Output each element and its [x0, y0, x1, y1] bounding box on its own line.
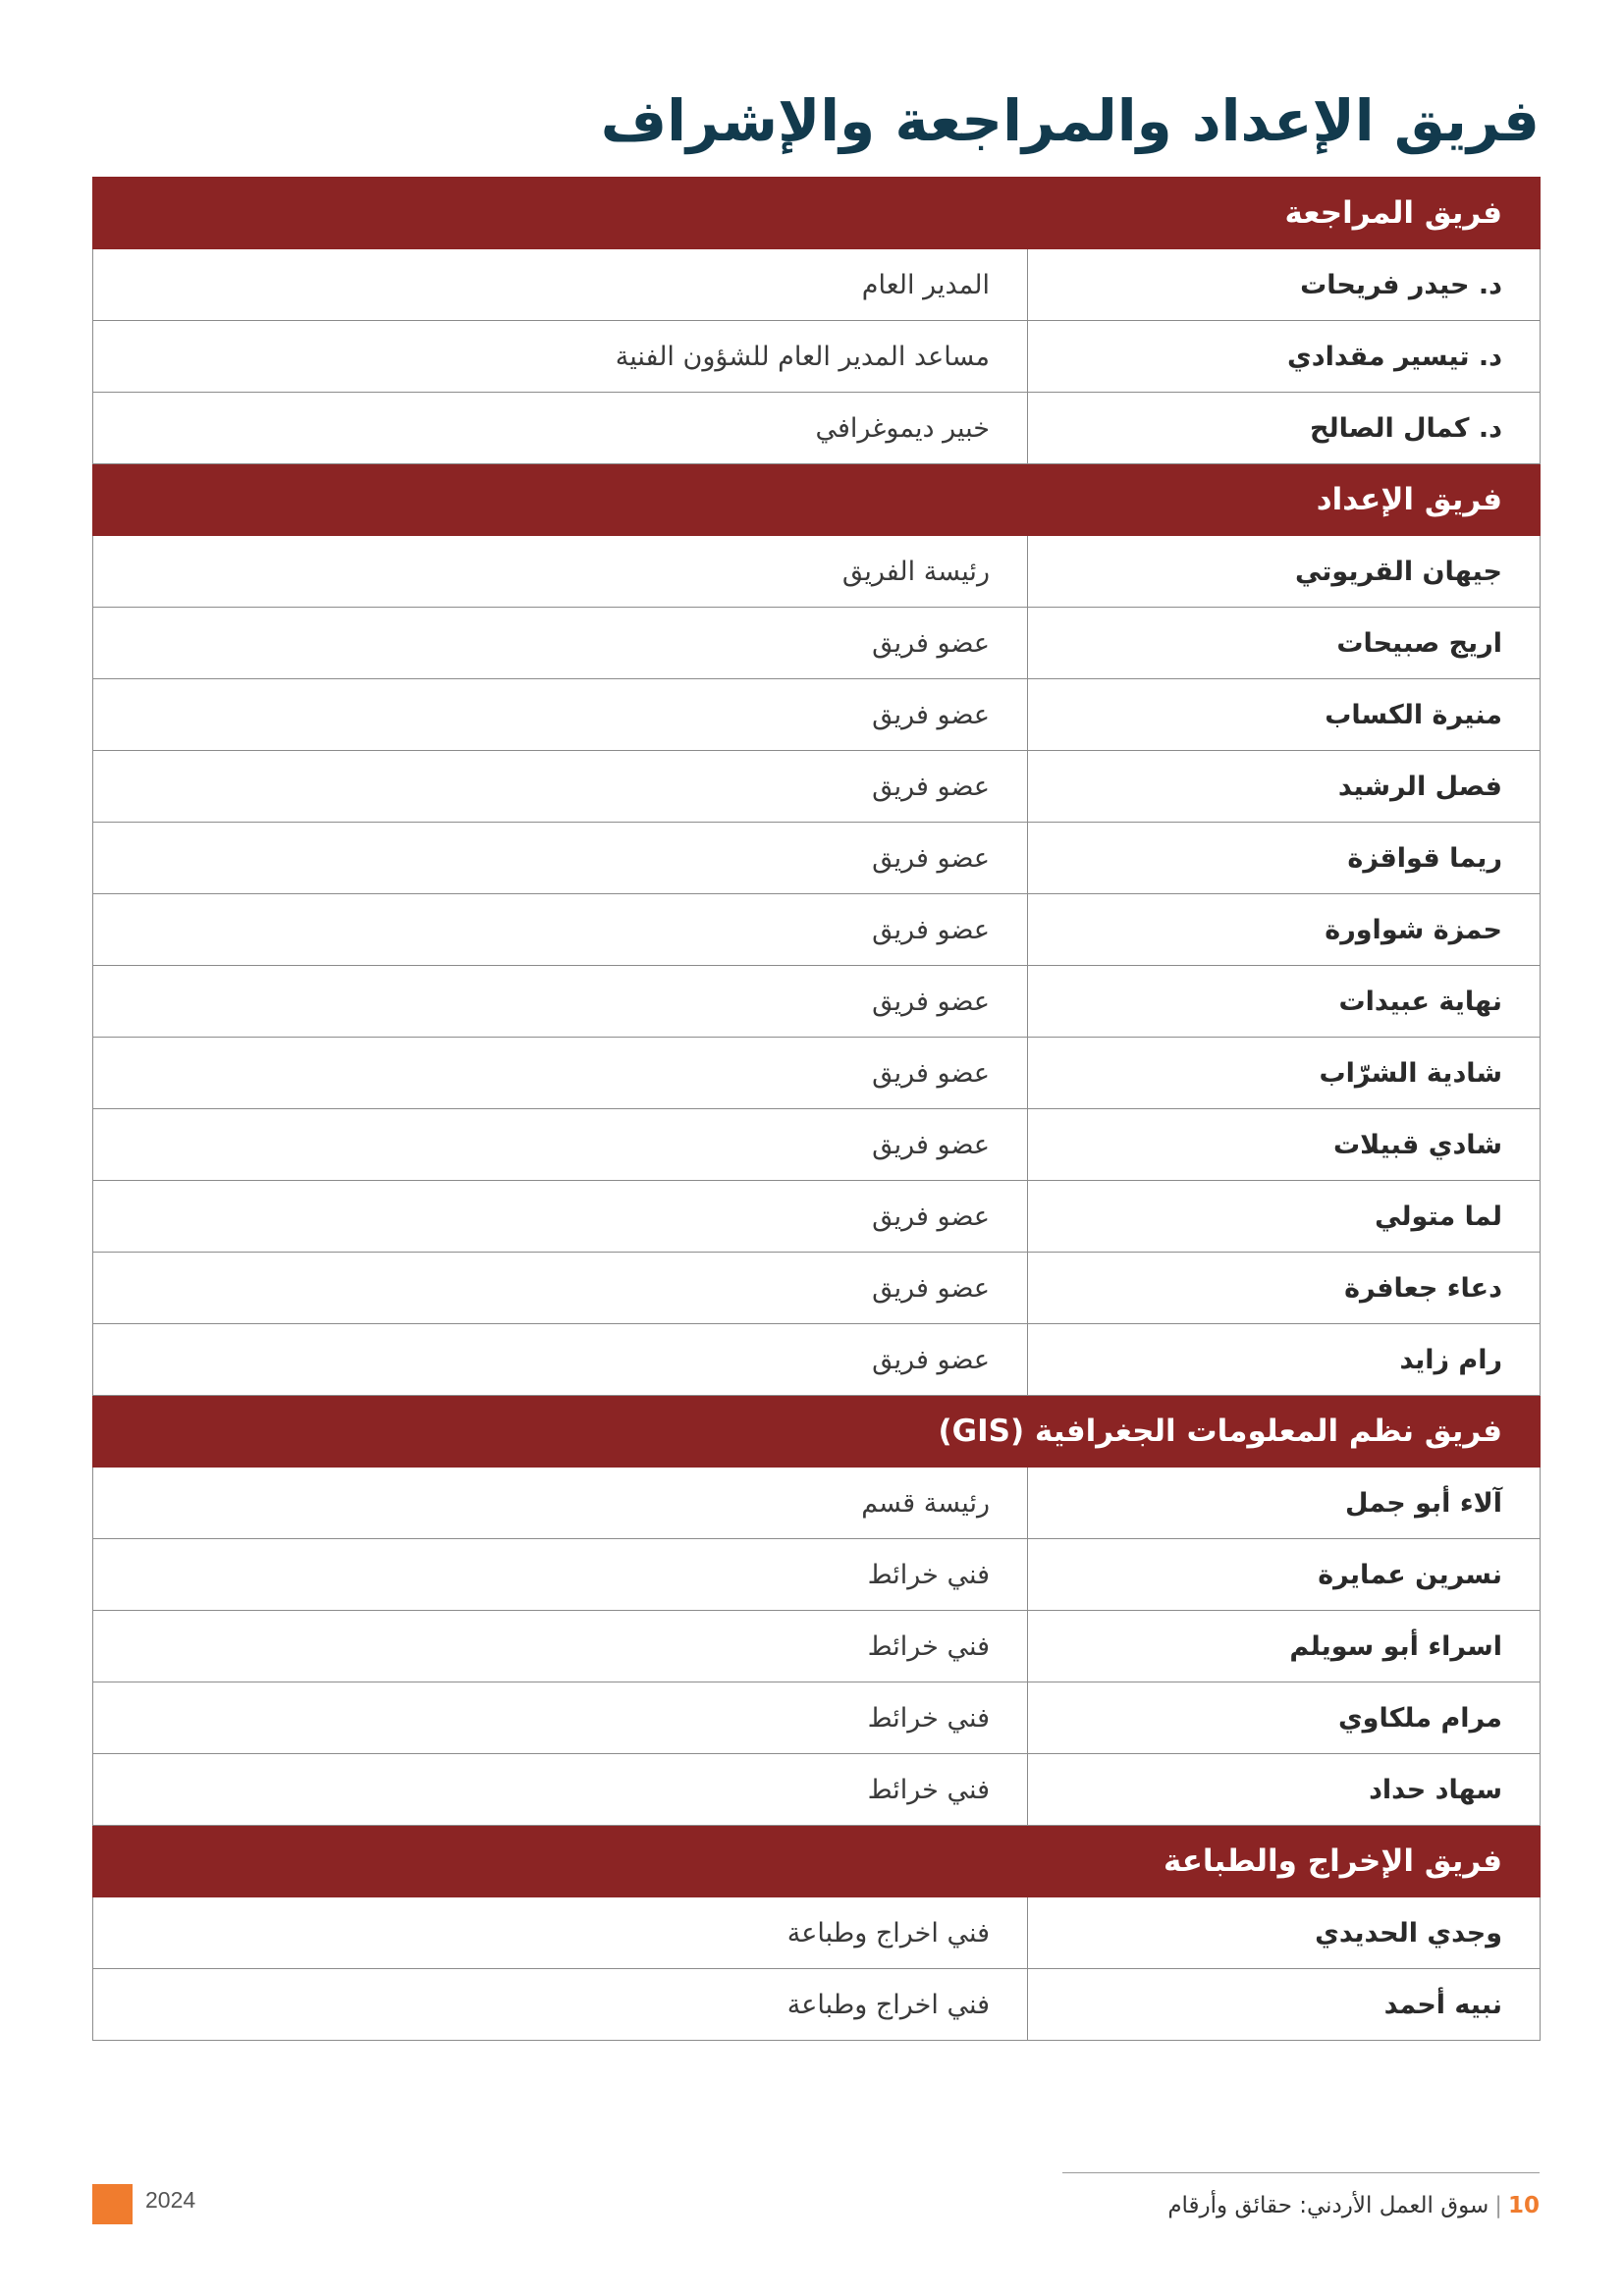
member-role: رئيسة الفريق — [93, 536, 1028, 608]
table-row — [93, 1109, 1541, 1181]
member-role: عضو فريق — [93, 894, 1028, 966]
member-name: نسرين عمايرة — [1028, 1539, 1541, 1611]
member-name: دعاء جعافرة — [1028, 1253, 1541, 1324]
member-name: مرام ملكاوي — [1028, 1682, 1541, 1754]
section-title: فريق الإخراج والطباعة — [93, 1826, 1541, 1897]
page-title: فريق الإعداد والمراجعة والإشراف — [600, 87, 1540, 154]
section-header — [93, 178, 1541, 249]
member-name: نبيه أحمد — [1028, 1969, 1541, 2041]
member-name: وجدي الحديدي — [1028, 1897, 1541, 1969]
member-role: فني خرائط — [93, 1682, 1028, 1754]
member-role: عضو فريق — [93, 1181, 1028, 1253]
member-name: منيرة الكساب — [1028, 679, 1541, 751]
table-row — [93, 966, 1541, 1038]
member-name: سهاد حداد — [1028, 1754, 1541, 1826]
member-name: اسراء أبو سويلم — [1028, 1611, 1541, 1682]
member-role: عضو فريق — [93, 608, 1028, 679]
table-row — [93, 1611, 1541, 1682]
member-name: نهاية عبيدات — [1028, 966, 1541, 1038]
section-title: فريق الإعداد — [93, 464, 1541, 536]
member-name: فصل الرشيد — [1028, 751, 1541, 823]
section-title: فريق المراجعة — [93, 178, 1541, 249]
member-name: شادية الشرّاب — [1028, 1038, 1541, 1109]
table-row — [93, 536, 1541, 608]
table-row — [93, 393, 1541, 464]
footer-accent-square — [92, 2184, 133, 2224]
page-number: 10 — [1507, 2193, 1540, 2218]
table-row — [93, 1468, 1541, 1539]
member-role: فني اخراج وطباعة — [93, 1897, 1028, 1969]
table-row — [93, 1253, 1541, 1324]
table-row — [93, 1754, 1541, 1826]
footer-separator: | — [1494, 2193, 1502, 2218]
member-name: د. حيدر فريحات — [1028, 249, 1541, 321]
member-role: المدير العام — [93, 249, 1028, 321]
table-row — [93, 1324, 1541, 1396]
member-name: شادي قبيلات — [1028, 1109, 1541, 1181]
member-name: حمزة شواورة — [1028, 894, 1541, 966]
member-role: فني خرائط — [93, 1754, 1028, 1826]
member-role: عضو فريق — [93, 751, 1028, 823]
footer-year: 2024 — [145, 2187, 196, 2213]
section-title: فريق نظم المعلومات الجغرافية (GIS) — [93, 1396, 1541, 1468]
member-role: عضو فريق — [93, 679, 1028, 751]
member-role: فني خرائط — [93, 1611, 1028, 1682]
table-row — [93, 1181, 1541, 1253]
table-row — [93, 1969, 1541, 2041]
member-role: خبير ديموغرافي — [93, 393, 1028, 464]
member-name: رام زايد — [1028, 1324, 1541, 1396]
publication-title: سوق العمل الأردني: حقائق وأرقام — [1167, 2193, 1489, 2218]
table-row — [93, 679, 1541, 751]
table-row — [93, 751, 1541, 823]
member-name: لما متولي — [1028, 1181, 1541, 1253]
member-name: د. تيسير مقدادي — [1028, 321, 1541, 393]
member-role: مساعد المدير العام للشؤون الفنية — [93, 321, 1028, 393]
member-role: عضو فريق — [93, 1109, 1028, 1181]
table-row — [93, 1682, 1541, 1754]
table-row — [93, 608, 1541, 679]
table-row — [93, 823, 1541, 894]
table-row — [93, 1539, 1541, 1611]
member-role: عضو فريق — [93, 823, 1028, 894]
team-table — [92, 177, 1541, 2041]
member-name: اريج صبيحات — [1028, 608, 1541, 679]
member-name: آلاء أبو جمل — [1028, 1468, 1541, 1539]
section-header — [93, 464, 1541, 536]
member-name: ريما قواقزة — [1028, 823, 1541, 894]
member-role: فني خرائط — [93, 1539, 1028, 1611]
member-role: فني اخراج وطباعة — [93, 1969, 1028, 2041]
member-role: رئيسة قسم — [93, 1468, 1028, 1539]
table-row — [93, 894, 1541, 966]
footer-divider — [1062, 2172, 1540, 2173]
member-name: د. كمال الصالح — [1028, 393, 1541, 464]
table-row — [93, 1038, 1541, 1109]
table-row — [93, 249, 1541, 321]
member-role: عضو فريق — [93, 966, 1028, 1038]
member-role: عضو فريق — [93, 1038, 1028, 1109]
footer-publication — [1167, 2193, 1540, 2218]
table-row — [93, 1897, 1541, 1969]
member-name: جيهان القريوتي — [1028, 536, 1541, 608]
table-row — [93, 321, 1541, 393]
member-role: عضو فريق — [93, 1324, 1028, 1396]
member-role: عضو فريق — [93, 1253, 1028, 1324]
section-header — [93, 1826, 1541, 1897]
section-header — [93, 1396, 1541, 1468]
